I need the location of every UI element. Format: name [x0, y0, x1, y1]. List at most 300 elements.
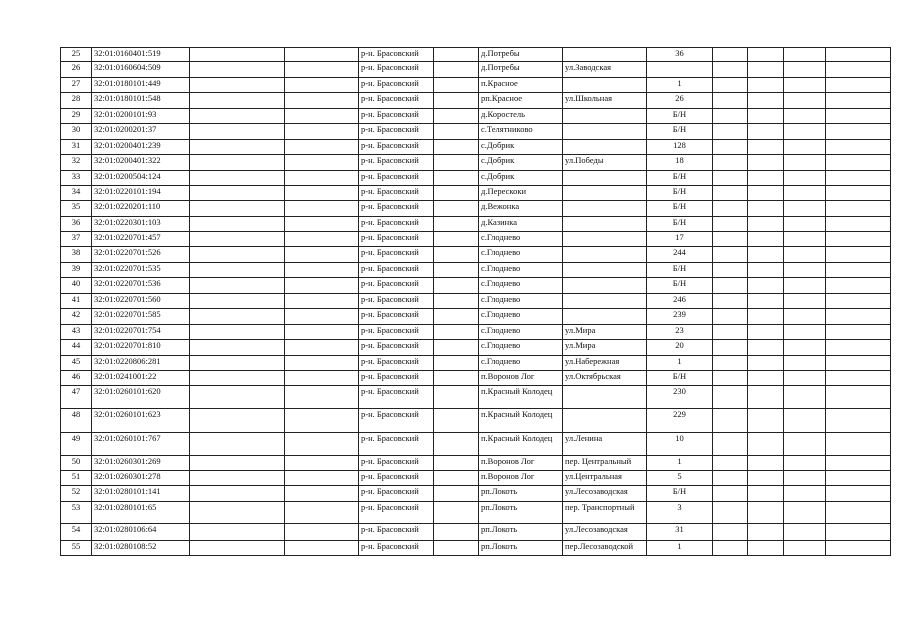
empty-cell: [784, 263, 826, 278]
settlement: с.Глоднево: [479, 294, 563, 309]
empty-cell: [826, 155, 891, 171]
document-table: [60, 47, 891, 556]
settlement: рп.Красное: [479, 93, 563, 109]
empty-cell: [190, 294, 285, 309]
empty-cell: [713, 386, 748, 409]
house-number: 239: [647, 309, 713, 325]
empty-cell: [190, 371, 285, 386]
settlement: п.Воронов Лог: [479, 371, 563, 386]
empty-cell: [190, 140, 285, 155]
district: р-н. Брасовский: [359, 433, 434, 456]
settlement: п.Красный Колодец: [479, 409, 563, 433]
street: [563, 247, 647, 263]
empty-cell: [190, 524, 285, 541]
district: р-н. Брасовский: [359, 48, 434, 62]
settlement: с.Глоднево: [479, 263, 563, 278]
empty-cell: [748, 433, 784, 456]
empty-cell: [748, 78, 784, 93]
empty-cell: [748, 48, 784, 62]
empty-cell: [784, 433, 826, 456]
row-number: 40: [61, 278, 92, 294]
table-row: [61, 409, 891, 433]
house-number: 20: [647, 340, 713, 356]
empty-cell: [784, 456, 826, 471]
cadastral-number: 32:01:0220701:526: [92, 247, 190, 263]
empty-cell: [434, 247, 479, 263]
row-number: 49: [61, 433, 92, 456]
table-row: [61, 247, 891, 263]
empty-cell: [713, 309, 748, 325]
empty-cell: [285, 93, 359, 109]
house-number: Б/Н: [647, 171, 713, 186]
empty-cell: [748, 93, 784, 109]
empty-cell: [190, 232, 285, 247]
empty-cell: [190, 217, 285, 232]
settlement: с.Телятниково: [479, 124, 563, 140]
district: р-н. Брасовский: [359, 232, 434, 247]
empty-cell: [748, 140, 784, 155]
street: [563, 201, 647, 217]
empty-cell: [826, 109, 891, 124]
settlement: д.Вежонка: [479, 201, 563, 217]
empty-cell: [285, 356, 359, 371]
table-row: [61, 356, 891, 371]
empty-cell: [285, 48, 359, 62]
empty-cell: [826, 309, 891, 325]
empty-cell: [285, 140, 359, 155]
empty-cell: [784, 541, 826, 556]
settlement: п.Красный Колодец: [479, 433, 563, 456]
empty-cell: [713, 155, 748, 171]
empty-cell: [748, 62, 784, 78]
house-number: Б/Н: [647, 201, 713, 217]
empty-cell: [826, 371, 891, 386]
empty-cell: [285, 486, 359, 502]
empty-cell: [434, 541, 479, 556]
empty-cell: [784, 109, 826, 124]
district: р-н. Брасовский: [359, 471, 434, 486]
row-number: 28: [61, 93, 92, 109]
house-number: 31: [647, 524, 713, 541]
empty-cell: [713, 356, 748, 371]
cadastral-number: 32:01:0220301:103: [92, 217, 190, 232]
settlement: с.Глоднево: [479, 325, 563, 340]
table-row: [61, 124, 891, 140]
empty-cell: [190, 171, 285, 186]
table-row: [61, 140, 891, 155]
table-row: [61, 186, 891, 201]
empty-cell: [713, 109, 748, 124]
settlement: с.Глоднево: [479, 278, 563, 294]
empty-cell: [826, 356, 891, 371]
street: [563, 409, 647, 433]
row-number: 53: [61, 502, 92, 524]
table-row: [61, 325, 891, 340]
street: [563, 78, 647, 93]
settlement: рп.Локоть: [479, 541, 563, 556]
house-number: 1: [647, 541, 713, 556]
empty-cell: [748, 124, 784, 140]
cadastral-number: 32:01:0241001:22: [92, 371, 190, 386]
settlement: д.Потребы: [479, 62, 563, 78]
table-row: [61, 155, 891, 171]
empty-cell: [285, 232, 359, 247]
empty-cell: [190, 502, 285, 524]
house-number: Б/Н: [647, 109, 713, 124]
empty-cell: [748, 524, 784, 541]
row-number: 44: [61, 340, 92, 356]
district: р-н. Брасовский: [359, 278, 434, 294]
street: [563, 124, 647, 140]
empty-cell: [190, 309, 285, 325]
empty-cell: [285, 340, 359, 356]
table-row: [61, 263, 891, 278]
house-number: 17: [647, 232, 713, 247]
district: р-н. Брасовский: [359, 456, 434, 471]
table-row: [61, 471, 891, 486]
district: р-н. Брасовский: [359, 486, 434, 502]
empty-cell: [748, 155, 784, 171]
empty-cell: [190, 201, 285, 217]
empty-cell: [434, 155, 479, 171]
house-number: 229: [647, 409, 713, 433]
empty-cell: [434, 201, 479, 217]
district: р-н. Брасовский: [359, 502, 434, 524]
empty-cell: [434, 62, 479, 78]
table-row: [61, 171, 891, 186]
row-number: 29: [61, 109, 92, 124]
empty-cell: [434, 409, 479, 433]
empty-cell: [434, 263, 479, 278]
empty-cell: [285, 371, 359, 386]
empty-cell: [784, 140, 826, 155]
settlement: рп.Локоть: [479, 502, 563, 524]
street: ул.Центральная: [563, 471, 647, 486]
table-row: [61, 62, 891, 78]
empty-cell: [434, 232, 479, 247]
empty-cell: [784, 486, 826, 502]
empty-cell: [784, 356, 826, 371]
empty-cell: [713, 541, 748, 556]
settlement: д.Казинка: [479, 217, 563, 232]
empty-cell: [784, 217, 826, 232]
street: ул.Лесозаводская: [563, 486, 647, 502]
empty-cell: [748, 486, 784, 502]
empty-cell: [190, 109, 285, 124]
empty-cell: [784, 371, 826, 386]
table-row: [61, 486, 891, 502]
empty-cell: [748, 340, 784, 356]
district: р-н. Брасовский: [359, 155, 434, 171]
empty-cell: [784, 325, 826, 340]
house-number: 1: [647, 456, 713, 471]
house-number: Б/Н: [647, 186, 713, 201]
house-number: Б/Н: [647, 263, 713, 278]
street: ул.Мира: [563, 340, 647, 356]
empty-cell: [434, 524, 479, 541]
empty-cell: [713, 325, 748, 340]
district: р-н. Брасовский: [359, 247, 434, 263]
empty-cell: [285, 524, 359, 541]
empty-cell: [190, 78, 285, 93]
district: р-н. Брасовский: [359, 371, 434, 386]
empty-cell: [190, 155, 285, 171]
empty-cell: [434, 124, 479, 140]
empty-cell: [190, 409, 285, 433]
house-number: 5: [647, 471, 713, 486]
cadastral-number: 32:01:0280108:52: [92, 541, 190, 556]
cadastral-number: 32:01:0260101:620: [92, 386, 190, 409]
empty-cell: [434, 456, 479, 471]
settlement: п.Красный Колодец: [479, 386, 563, 409]
table-row: [61, 456, 891, 471]
cadastral-number: 32:01:0220701:535: [92, 263, 190, 278]
street: ул.Мира: [563, 325, 647, 340]
empty-cell: [190, 247, 285, 263]
empty-cell: [826, 325, 891, 340]
empty-cell: [748, 232, 784, 247]
row-number: 41: [61, 294, 92, 309]
street: ул.Лесозаводская: [563, 524, 647, 541]
row-number: 31: [61, 140, 92, 155]
empty-cell: [748, 471, 784, 486]
empty-cell: [190, 541, 285, 556]
house-number: 128: [647, 140, 713, 155]
row-number: 43: [61, 325, 92, 340]
house-number: 244: [647, 247, 713, 263]
empty-cell: [826, 171, 891, 186]
empty-cell: [826, 78, 891, 93]
house-number: Б/Н: [647, 486, 713, 502]
district: р-н. Брасовский: [359, 541, 434, 556]
street: [563, 309, 647, 325]
street: [563, 171, 647, 186]
empty-cell: [784, 409, 826, 433]
table-row: [61, 294, 891, 309]
empty-cell: [190, 433, 285, 456]
district: р-н. Брасовский: [359, 201, 434, 217]
empty-cell: [285, 109, 359, 124]
cadastral-number: 32:01:0280101:65: [92, 502, 190, 524]
empty-cell: [784, 278, 826, 294]
empty-cell: [826, 340, 891, 356]
cadastral-number: 32:01:0220101:194: [92, 186, 190, 201]
table-row: [61, 524, 891, 541]
street: [563, 263, 647, 278]
cadastral-number: 32:01:0220701:754: [92, 325, 190, 340]
empty-cell: [434, 386, 479, 409]
cadastral-number: 32:01:0260101:767: [92, 433, 190, 456]
empty-cell: [285, 217, 359, 232]
settlement: с.Добрик: [479, 140, 563, 155]
empty-cell: [748, 278, 784, 294]
table-row: [61, 340, 891, 356]
table-row: [61, 386, 891, 409]
house-number: Б/Н: [647, 278, 713, 294]
cadastral-number: 32:01:0220701:536: [92, 278, 190, 294]
empty-cell: [434, 340, 479, 356]
empty-cell: [285, 386, 359, 409]
empty-cell: [434, 294, 479, 309]
cadastral-number: 32:01:0180101:449: [92, 78, 190, 93]
empty-cell: [713, 471, 748, 486]
empty-cell: [826, 486, 891, 502]
street: ул.Ленина: [563, 433, 647, 456]
empty-cell: [713, 278, 748, 294]
empty-cell: [748, 294, 784, 309]
empty-cell: [285, 155, 359, 171]
table-row: [61, 109, 891, 124]
house-number: Б/Н: [647, 217, 713, 232]
empty-cell: [713, 263, 748, 278]
empty-cell: [826, 62, 891, 78]
empty-cell: [748, 201, 784, 217]
district: р-н. Брасовский: [359, 340, 434, 356]
empty-cell: [434, 48, 479, 62]
cadastral-number: 32:01:0160401:519: [92, 48, 190, 62]
empty-cell: [285, 171, 359, 186]
table-row: [61, 232, 891, 247]
table-row: [61, 309, 891, 325]
empty-cell: [434, 278, 479, 294]
district: р-н. Брасовский: [359, 78, 434, 93]
table-row: [61, 201, 891, 217]
street: пер. Центральный: [563, 456, 647, 471]
district: р-н. Брасовский: [359, 62, 434, 78]
settlement: с.Глоднево: [479, 340, 563, 356]
empty-cell: [784, 124, 826, 140]
house-number: 246: [647, 294, 713, 309]
empty-cell: [784, 386, 826, 409]
empty-cell: [713, 124, 748, 140]
empty-cell: [190, 124, 285, 140]
empty-cell: [826, 186, 891, 201]
house-number: 1: [647, 356, 713, 371]
empty-cell: [713, 62, 748, 78]
empty-cell: [826, 409, 891, 433]
empty-cell: [784, 340, 826, 356]
empty-cell: [784, 48, 826, 62]
cadastral-number: 32:01:0160604:509: [92, 62, 190, 78]
row-number: 42: [61, 309, 92, 325]
district: р-н. Брасовский: [359, 309, 434, 325]
empty-cell: [784, 93, 826, 109]
settlement: рп.Локоть: [479, 486, 563, 502]
empty-cell: [784, 502, 826, 524]
empty-cell: [713, 456, 748, 471]
empty-cell: [285, 62, 359, 78]
empty-cell: [190, 263, 285, 278]
settlement: с.Глоднево: [479, 356, 563, 371]
settlement: д.Коростель: [479, 109, 563, 124]
empty-cell: [713, 186, 748, 201]
empty-cell: [784, 171, 826, 186]
street: [563, 186, 647, 201]
house-number: 230: [647, 386, 713, 409]
empty-cell: [434, 371, 479, 386]
empty-cell: [713, 371, 748, 386]
empty-cell: [784, 309, 826, 325]
empty-cell: [285, 278, 359, 294]
row-number: 34: [61, 186, 92, 201]
empty-cell: [285, 294, 359, 309]
house-number: 23: [647, 325, 713, 340]
row-number: 25: [61, 48, 92, 62]
empty-cell: [748, 217, 784, 232]
street: [563, 232, 647, 247]
empty-cell: [713, 232, 748, 247]
district: р-н. Брасовский: [359, 524, 434, 541]
empty-cell: [713, 247, 748, 263]
empty-cell: [190, 471, 285, 486]
district: р-н. Брасовский: [359, 186, 434, 201]
empty-cell: [713, 486, 748, 502]
empty-cell: [713, 171, 748, 186]
empty-cell: [434, 486, 479, 502]
table-row: [61, 541, 891, 556]
empty-cell: [748, 109, 784, 124]
empty-cell: [434, 217, 479, 232]
empty-cell: [826, 386, 891, 409]
empty-cell: [190, 48, 285, 62]
house-number: 1: [647, 78, 713, 93]
district: р-н. Брасовский: [359, 294, 434, 309]
empty-cell: [784, 62, 826, 78]
cadastral-number: 32:01:0200401:322: [92, 155, 190, 171]
street: ул.Октябрьская: [563, 371, 647, 386]
house-number: [647, 62, 713, 78]
empty-cell: [285, 471, 359, 486]
empty-cell: [285, 247, 359, 263]
street: пер.Лесозаводской: [563, 541, 647, 556]
table-row: [61, 48, 891, 62]
street: [563, 140, 647, 155]
empty-cell: [826, 140, 891, 155]
empty-cell: [826, 502, 891, 524]
empty-cell: [826, 124, 891, 140]
empty-cell: [826, 247, 891, 263]
house-number: 3: [647, 502, 713, 524]
cadastral-number: 32:01:0200201:37: [92, 124, 190, 140]
empty-cell: [748, 356, 784, 371]
row-number: 50: [61, 456, 92, 471]
empty-cell: [784, 471, 826, 486]
settlement: с.Глоднево: [479, 232, 563, 247]
empty-cell: [713, 201, 748, 217]
empty-cell: [784, 247, 826, 263]
cadastral-number: 32:01:0220701:560: [92, 294, 190, 309]
empty-cell: [826, 232, 891, 247]
empty-cell: [713, 140, 748, 155]
district: р-н. Брасовский: [359, 109, 434, 124]
cadastral-number: 32:01:0220201:110: [92, 201, 190, 217]
row-number: 27: [61, 78, 92, 93]
empty-cell: [434, 109, 479, 124]
empty-cell: [190, 340, 285, 356]
empty-cell: [826, 541, 891, 556]
empty-cell: [748, 186, 784, 201]
row-number: 32: [61, 155, 92, 171]
empty-cell: [285, 124, 359, 140]
empty-cell: [434, 78, 479, 93]
empty-cell: [826, 433, 891, 456]
cadastral-number: 32:01:0180101:548: [92, 93, 190, 109]
empty-cell: [434, 502, 479, 524]
empty-cell: [713, 409, 748, 433]
district: р-н. Брасовский: [359, 386, 434, 409]
table-row: [61, 433, 891, 456]
empty-cell: [285, 433, 359, 456]
